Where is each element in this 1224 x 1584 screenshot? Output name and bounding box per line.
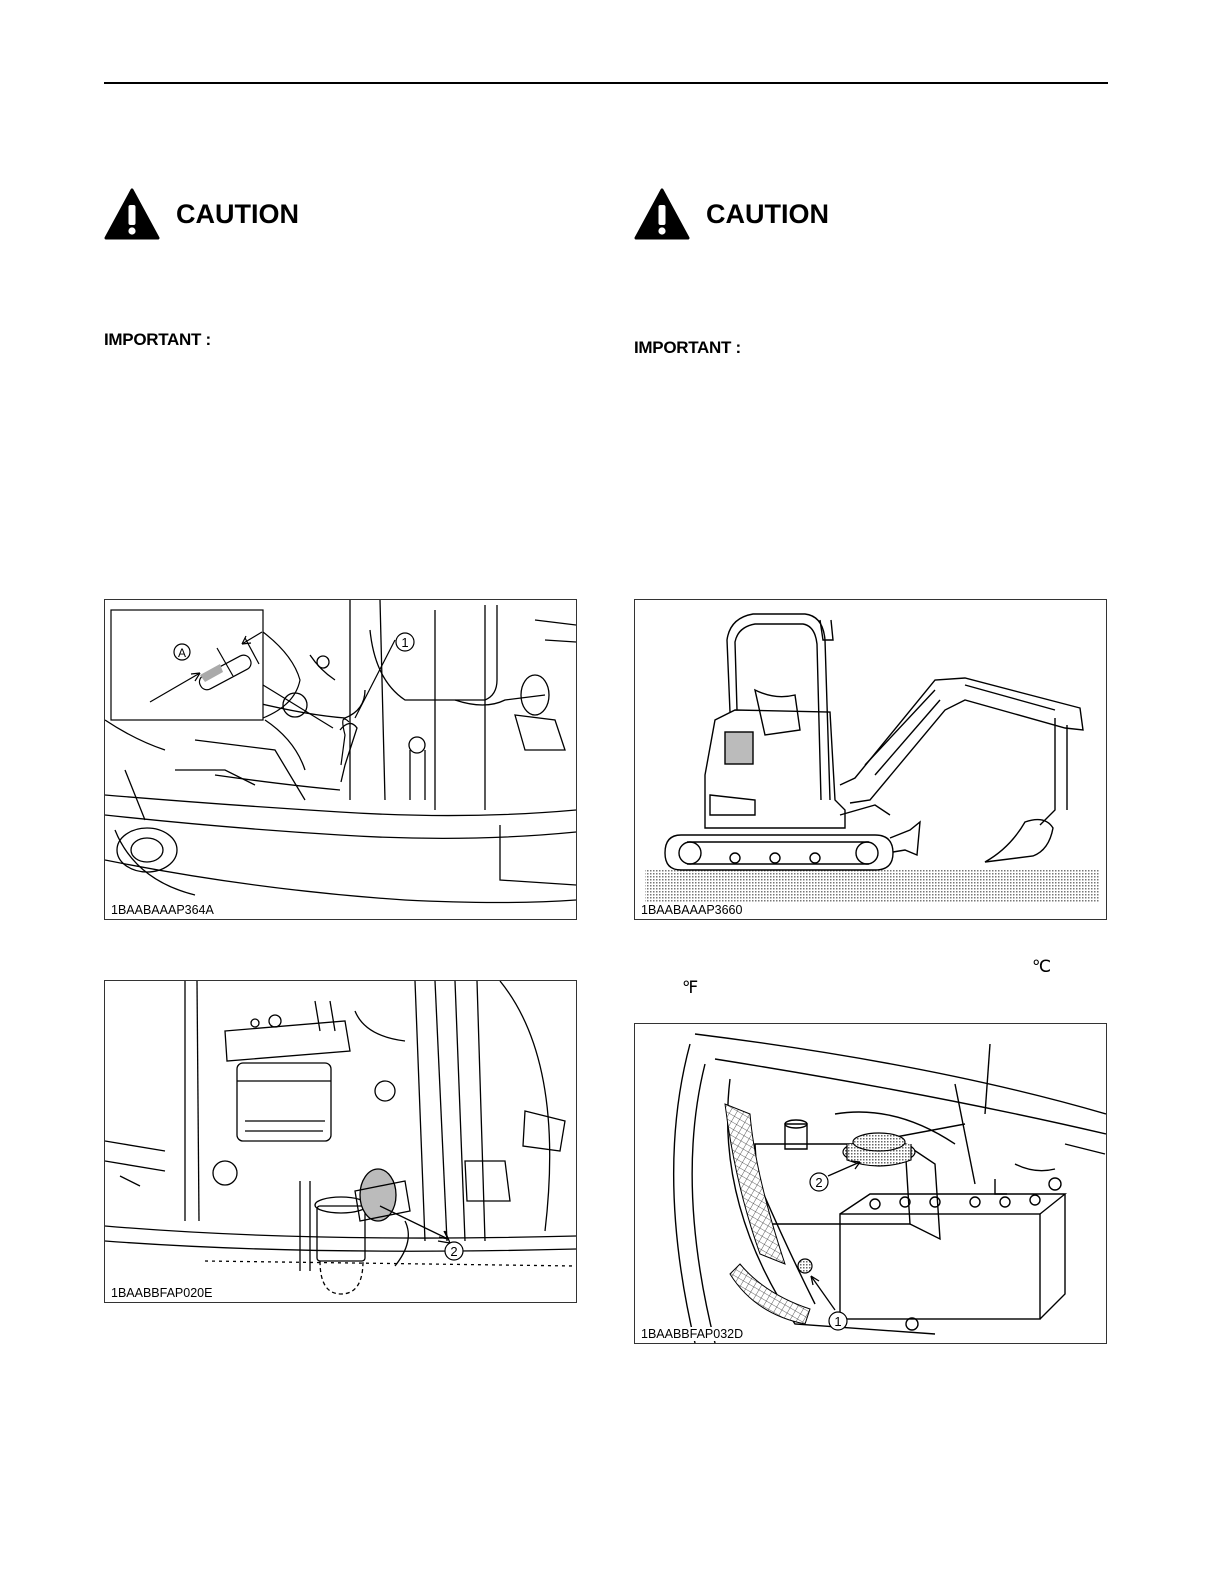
important-label-left: IMPORTANT : — [104, 330, 211, 349]
caution-label: CAUTION — [706, 198, 829, 229]
dipstick-illustration — [105, 600, 576, 919]
figure-excavator — [634, 599, 1107, 920]
caution-label: CAUTION — [176, 198, 299, 229]
callout-1-label: 1 — [834, 1314, 842, 1329]
warning-triangle-icon — [634, 188, 690, 240]
engine-compartment-illustration — [635, 1024, 1106, 1343]
water-separator-illustration — [105, 981, 576, 1302]
callout-2-label: 2 — [815, 1175, 823, 1190]
figure-engine-compartment — [634, 1023, 1107, 1344]
callout-2-label: 2 — [450, 1244, 458, 1259]
caution-heading-right — [634, 188, 829, 240]
figure-code: 1BAABAAAP3660 — [641, 903, 743, 917]
figure-water-separator — [104, 980, 577, 1303]
header-rule — [104, 82, 1108, 84]
temp-unit-fahrenheit: ℉ — [682, 978, 699, 997]
figure-dipstick — [104, 599, 577, 920]
excavator-illustration — [635, 600, 1106, 919]
warning-triangle-icon — [104, 188, 160, 240]
figure-code: 1BAABBFAP032D — [641, 1327, 744, 1341]
caution-heading-left — [104, 188, 299, 240]
temp-unit-celsius: ℃ — [1032, 957, 1052, 976]
callout-1-label: 1 — [401, 635, 409, 650]
important-label-right: IMPORTANT : — [634, 338, 741, 357]
callout-a-label: A — [177, 646, 187, 660]
figure-code: 1BAABBFAP020E — [111, 1286, 213, 1300]
figure-code: 1BAABAAAP364A — [111, 903, 214, 917]
